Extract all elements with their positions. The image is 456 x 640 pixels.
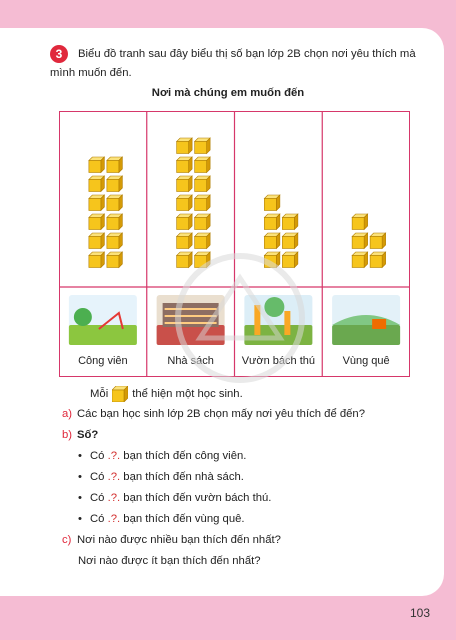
cube-icon	[89, 214, 105, 230]
category-label: Vùng quê	[342, 355, 390, 367]
cube-icon	[282, 214, 298, 230]
cube-icon	[177, 252, 193, 268]
cube-icon	[177, 157, 193, 173]
question-a-text: Các bạn học sinh lớp 2B chọn mấy nơi yêu thích để đến?	[77, 408, 365, 420]
cube-icon	[352, 233, 368, 249]
cube-icon	[177, 138, 193, 154]
question-b-item: • Có .?. bạn thích đến nhà sách.	[78, 471, 244, 483]
cube-icon	[107, 214, 123, 230]
cube-icon	[195, 138, 211, 154]
question-intro-line-2: mình muốn đến.	[50, 67, 132, 79]
answer-blank[interactable]: .?.	[107, 492, 121, 504]
chart-title: Nơi mà chúng em muốn đến	[151, 87, 305, 99]
cube-icon	[352, 214, 368, 230]
cube-icon	[195, 214, 211, 230]
cube-icon	[195, 252, 211, 268]
pictograph-column	[264, 195, 298, 268]
cube-icon	[89, 157, 105, 173]
cube-icon	[89, 176, 105, 192]
question-b-letter: b)	[62, 429, 73, 441]
cube-icon	[112, 386, 128, 402]
cube-icon	[177, 233, 193, 249]
answer-blank[interactable]: .?.	[107, 513, 121, 525]
cube-icon	[107, 195, 123, 211]
cube-icon	[89, 233, 105, 249]
cube-icon	[264, 252, 280, 268]
answer-blank[interactable]: .?.	[107, 450, 121, 462]
cube-icon	[352, 252, 368, 268]
cube-icon	[89, 252, 105, 268]
answer-blank[interactable]: .?.	[107, 471, 121, 483]
cube-icon	[370, 252, 386, 268]
question-c	[62, 532, 281, 548]
question-b-item: • Có .?. bạn thích đến vùng quê.	[78, 513, 245, 525]
cube-icon	[264, 233, 280, 249]
page-number: 103	[409, 606, 430, 620]
category-label: Công viên	[78, 355, 128, 367]
cube-icon	[107, 233, 123, 249]
pictograph-chart	[59, 111, 410, 377]
question-c-line-2: Nơi nào được ít bạn thích đến nhất?	[78, 555, 261, 567]
cube-icon	[177, 195, 193, 211]
question-b-text: Số?	[77, 429, 99, 441]
cube-icon	[282, 252, 298, 268]
question-intro-line-1: Biểu đồ tranh sau đây biểu thị số bạn lớp 2B chọn nơi yêu thích mà	[78, 48, 416, 60]
cube-icon	[282, 233, 298, 249]
cube-icon	[264, 214, 280, 230]
legend	[90, 386, 243, 402]
pictograph-column	[352, 214, 386, 268]
bookstore-picture	[157, 295, 225, 345]
cube-icon	[177, 176, 193, 192]
cube-icon	[264, 195, 280, 211]
zoo-picture	[244, 295, 312, 345]
park-picture	[69, 295, 137, 345]
cube-icon	[195, 195, 211, 211]
countryside-picture	[332, 295, 400, 345]
cube-icon	[370, 233, 386, 249]
pictograph-column	[177, 138, 211, 268]
question-c-text-1: Nơi nào được nhiều bạn thích đến nhất?	[77, 534, 281, 546]
question-a	[62, 406, 365, 422]
question-b-item: • Có .?. bạn thích đến vườn bách thú.	[78, 492, 272, 504]
cube-icon	[107, 176, 123, 192]
legend-suffix: thể hiện một học sinh.	[132, 388, 243, 400]
question-b-item: • Có .?. bạn thích đến công viên.	[78, 450, 247, 462]
question-a-letter: a)	[62, 408, 73, 420]
cube-icon	[195, 157, 211, 173]
category-label: Vườn bách thú	[241, 355, 316, 367]
legend-prefix: Mỗi	[90, 388, 109, 400]
question-number-badge: 3	[50, 45, 68, 63]
cube-icon	[107, 157, 123, 173]
cube-icon	[107, 252, 123, 268]
cube-icon	[177, 214, 193, 230]
pictograph-column	[89, 157, 123, 268]
cube-icon	[195, 176, 211, 192]
bottom-band	[0, 606, 456, 640]
question-b	[62, 427, 98, 443]
question-c-letter: c)	[62, 534, 72, 546]
cube-icon	[195, 233, 211, 249]
category-label: Nhà sách	[167, 355, 214, 367]
cube-icon	[89, 195, 105, 211]
